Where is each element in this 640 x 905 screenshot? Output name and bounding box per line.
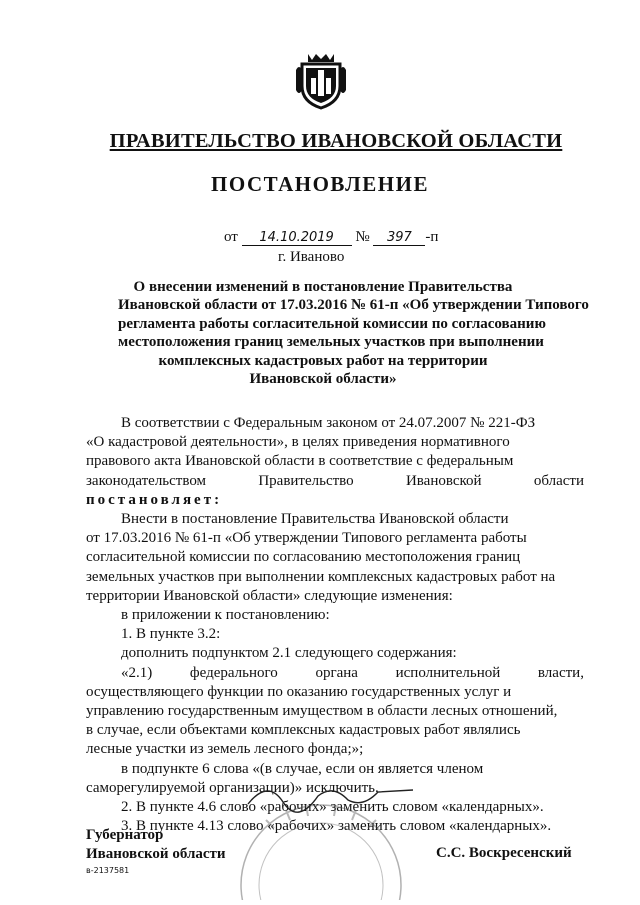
body-line: в случае, если объектами комплексных кадастровых работ являлись [86, 722, 521, 739]
word: федерального [189, 664, 278, 681]
body-line: саморегулируемой организации)» исключить. [86, 779, 379, 796]
body-line: согласительной комиссии по согласованию местоположения границ [86, 549, 521, 566]
signer-title-line: Ивановской области [86, 846, 226, 862]
government-title: ПРАВИТЕЛЬСТВО ИВАНОВСКОЙ ОБЛАСТИ [109, 130, 563, 152]
body-line: В соответствии с Федеральным законом от 24.07.2007 № 221-ФЗ [121, 415, 536, 431]
word: законодательством [86, 472, 207, 489]
body-line: осуществляющего функции по оказанию государственных услуг и [86, 683, 512, 700]
signature-icon [238, 774, 428, 814]
body-line: в приложении к постановлению: [121, 607, 330, 624]
subject-line: местоположения границ земельных участков при выполнении [118, 334, 544, 351]
subject-line: Ивановской области от 17.03.2016 № 61-п «Об утверждении Типового [118, 297, 589, 314]
word: власти, [537, 664, 584, 681]
word: Ивановской [405, 472, 482, 489]
word: органа [315, 664, 358, 681]
signer-title-line: Губернатор [86, 827, 164, 843]
body-line: 1. В пункте 3.2: [121, 626, 221, 643]
resolves-word: постановляет: [86, 491, 223, 508]
date-prefix: от [224, 229, 238, 245]
date-number-line [224, 229, 438, 246]
body-line: в подпункте 6 слова «(в случае, если он является членом [121, 760, 484, 777]
signer-title [86, 826, 226, 864]
word: исполнительной [395, 664, 501, 681]
body-line: правового акта Ивановской области в соответствие с федеральным [86, 453, 514, 470]
number-label: № [355, 229, 370, 245]
subject-line: регламента работы согласительной комиссии по согласованию [118, 315, 546, 332]
body-line [86, 664, 584, 683]
subject-line: О внесении изменений в постановление Правительства [133, 279, 513, 295]
body-line: дополнить подпунктом 2.1 следующего содержания: [121, 645, 457, 662]
word: «2.1) [121, 664, 153, 681]
subject-line: комплексных кадастровых работ на территории [158, 352, 488, 369]
word: области [533, 472, 584, 489]
body-line: от 17.03.2016 № 61-п «Об утверждении Типового регламента работы [86, 530, 527, 547]
city: г. Иваново [278, 249, 345, 265]
body-line: территории Ивановской области» следующие изменения: [86, 587, 453, 604]
document-subject [118, 278, 589, 388]
body-line: 2. В пункте 4.6 слово «рабочих» заменить словом «календарных». [121, 799, 544, 816]
registration-code: в-2137581 [86, 866, 130, 875]
body-line [86, 472, 584, 491]
body-line: земельных участков при выполнении комплексных кадастровых работ на [86, 568, 556, 585]
body-line: управлению государственным имуществом в области лесных отношений, [86, 703, 558, 720]
subject-line: Ивановской области» [249, 371, 397, 388]
document-number: 397 [373, 230, 425, 246]
body-line: лесные участки из земель лесного фонда;»; [86, 741, 364, 758]
word: Правительство [258, 472, 354, 489]
body-line: 3. В пункте 4.13 слово «рабочих» заменить словом «календарных». [121, 818, 552, 835]
document-date: 14.10.2019 [242, 230, 352, 246]
body-line [86, 491, 584, 510]
body-line: Внести в постановление Правительства Ивановской области [121, 511, 509, 528]
body-line: «О кадастровой деятельности», в целях приведения нормативного [86, 434, 510, 451]
signer-name: С.С. Воскресенский [436, 845, 572, 861]
number-suffix: -п [425, 229, 439, 245]
document-type: ПОСТАНОВЛЕНИЕ [211, 172, 429, 196]
coat-of-arms-icon [296, 50, 346, 110]
